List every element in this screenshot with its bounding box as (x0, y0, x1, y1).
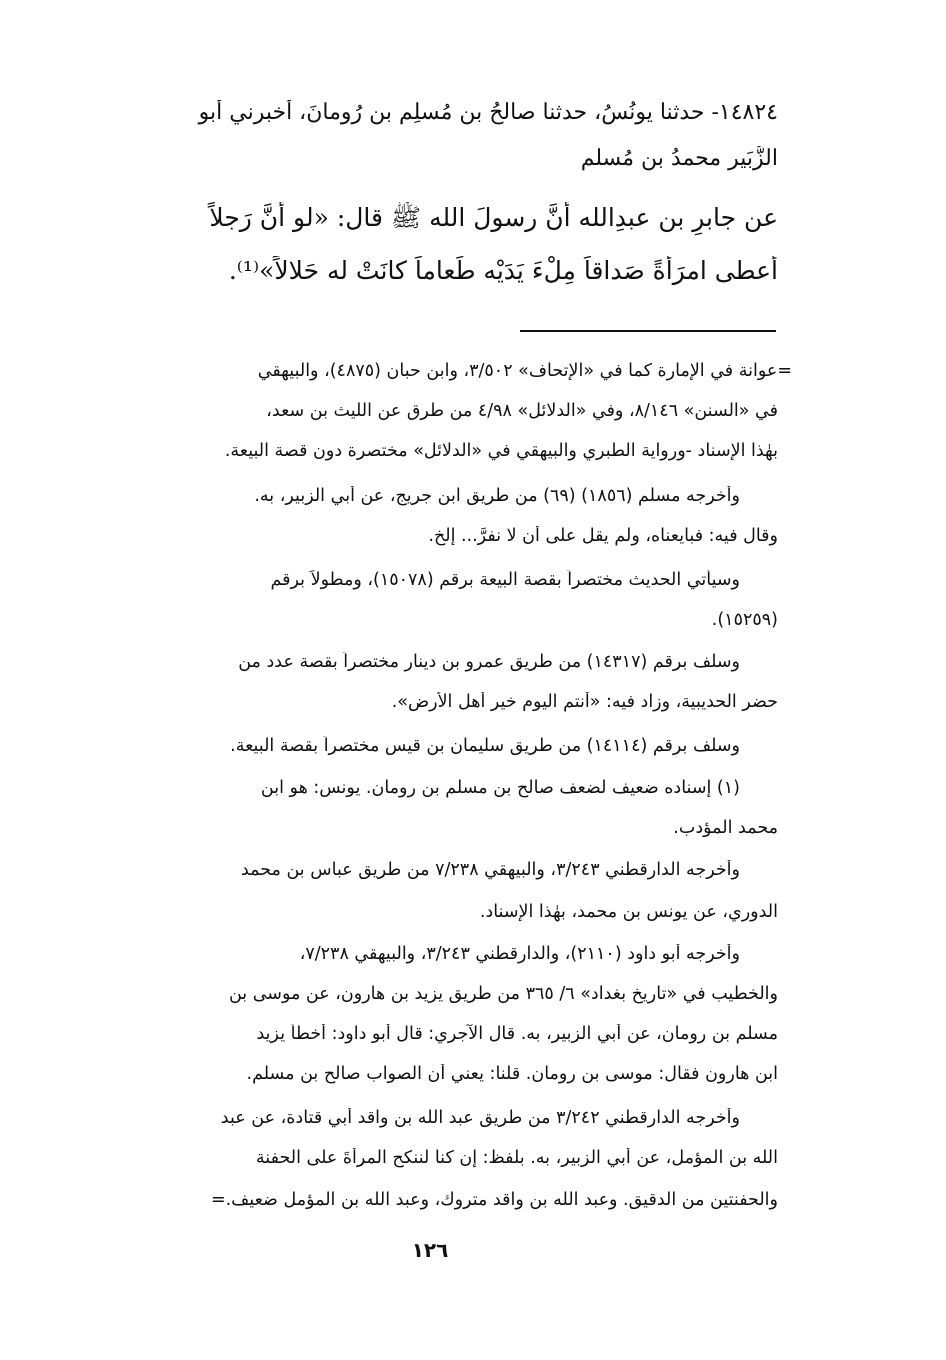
footnote-line-20: الله بن المؤمل، عن أبي الزبير، به. بلفظ: إن كنا لننكح المرأةَ على الحفنة (255, 1148, 778, 1168)
footnote-line-3: بهٰذا الإسناد -ورواية الطبري والبيهقي في «الدلائل» مختصرة دون قصة البيعة. (224, 441, 778, 461)
footnote-line-2: في «السنن» ٨/١٤٦، وفي «الدلائل» ٤/٩٨ من طرق عن الليث بن سعد، (266, 401, 778, 421)
hadith-line-1: ١٤٨٢٤- حدثنا يونُسُ، حدثنا صالحُ بن مُسلِم بن رُومانَ، أخبرني أبو (198, 100, 778, 125)
footnote-line-6: وسيأتي الحديث مختصراً بقصة البيعة برقم (١٥٠٧٨)، ومطولاً برقم (270, 570, 740, 590)
footnote-line-14: الدوري، عن يونس بن محمد، بهٰذا الإسناد. (479, 902, 778, 922)
footnote-line-16: والخطيب في «تاريخ بغداد» ٦/ ٣٦٥ من طريق يزيد بن هارون، عن موسى بن (228, 984, 778, 1004)
footnote-line-1: =عوانة في الإمارة كما في «الإتحاف» ٣/٥٠٢، وابن حبان (٤٨٧٥)، والبيهقي (257, 361, 792, 381)
hadith-line-4: أَعطى امرَأَةً صَداقاً مِلْءَ يَدَيْه طَعاماً كانَتْ له حَلالاً»⁽¹⁾. (228, 256, 778, 285)
footnote-line-8: وسلف برقم (١٤٣١٧) من طريق عمرو بن دينار مختصراً بقصة عدد من (238, 652, 740, 672)
footnote-line-5: وقال فيه: فبايعناه، ولم يقل على أن لا نفرَّ... إلخ. (428, 526, 778, 546)
hadith-line-2: الزُّبَير محمدُ بن مُسلمٍ (580, 146, 778, 171)
hadith-line-3: عن جابرِ بن عبدِالله أَنَّ رسولَ الله ﷺ قال: «لو أَنَّ رَجلاً (209, 203, 778, 232)
footnote-line-15: وأخرجه أبو داود (٢١١٠)، والدارقطني ٣/٢٤٣، والبيهقي ٧/٢٣٨، (299, 944, 740, 964)
footnote-line-17: مسلم بن رومان، عن أبي الزبير، به. قال الآجري: قال أبو داود: أخطأ يزيد (256, 1024, 778, 1044)
footnote-line-7: (١٥٢٥٩). (711, 610, 778, 630)
footnote-line-13: وأخرجه الدارقطني ٣/٢٤٣، والبيهقي ٧/٢٣٨ من طريق عباس بن محمد (240, 860, 740, 880)
footnote-line-12: محمد المؤدب. (673, 818, 778, 838)
footnote-line-21: والحفنتين من الدقيق. وعبد الله بن واقد متروك، وعبد الله بن المؤمل ضعيف.= (210, 1190, 778, 1210)
footnote-line-4: وأخرجه مسلم (١٨٥٦) (٦٩) من طريق ابن جريج، عن أبي الزبير، به. (254, 486, 740, 506)
footnote-line-9: حضر الحديبية، وزاد فيه: «أنتم اليوم خير أهل الأرض». (391, 692, 778, 712)
footnote-line-19: وأخرجه الدارقطني ٣/٢٤٢ من طريق عبد الله بن واقد أبي قتادة، عن عبد (220, 1108, 740, 1128)
page-number: ١٢٦ (411, 1238, 449, 1262)
footnote-line-11: (١) إسناده ضعيف لضعف صالح بن مسلم بن رومان. يونس: هو ابن (260, 778, 740, 798)
footnote-line-18: ابن هارون فقال: موسى بن رومان. قلنا: يعني أن الصواب صالح بن مسلم. (246, 1064, 778, 1084)
footnote-line-10: وسلف برقم (١٤١١٤) من طريق سليمان بن قيس مختصراً بقصة البيعة. (230, 736, 740, 756)
footnote-separator (520, 330, 776, 332)
